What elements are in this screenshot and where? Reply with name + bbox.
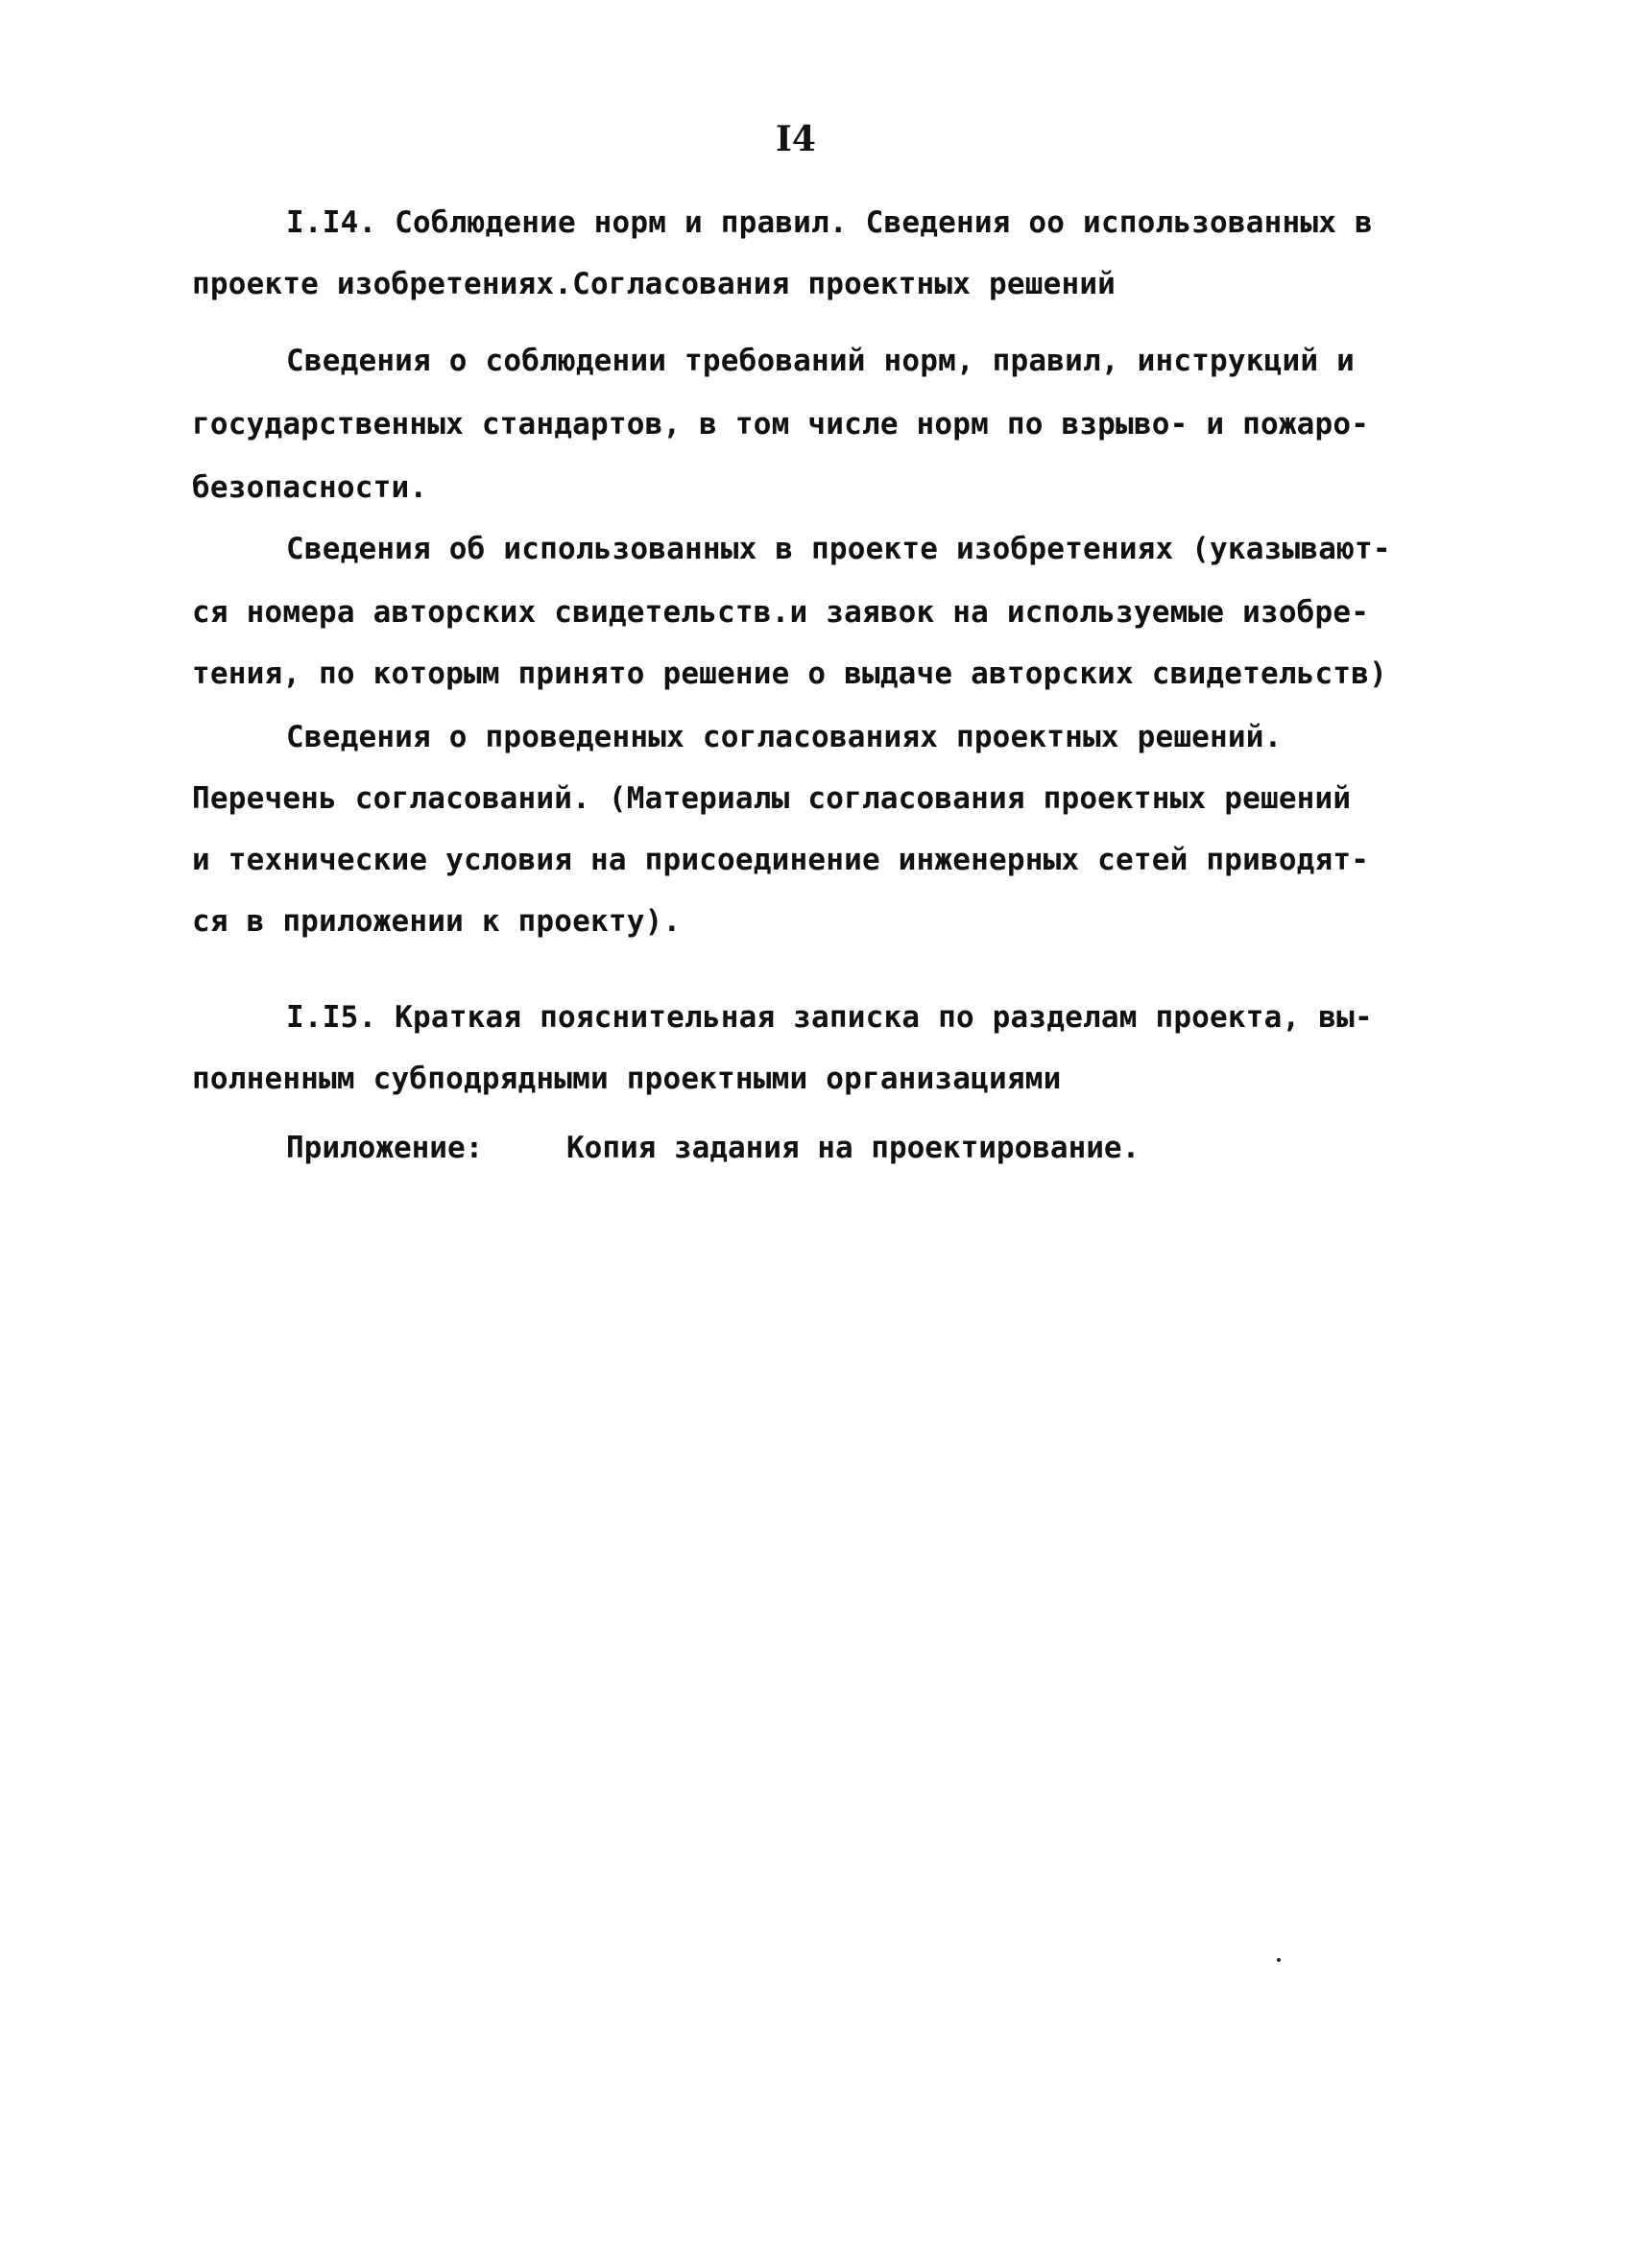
- para2-line-2: ся номера авторских свидетельств.и заявок на используемые изобре-: [192, 595, 1370, 630]
- appendix-text: Копия задания на проектирование.: [566, 1131, 1141, 1165]
- section-1-15-heading-line-2: полненным субподрядными проектными организациями: [192, 1062, 1062, 1096]
- page-number: I4: [776, 119, 816, 159]
- appendix-label: Приложение:: [286, 1131, 484, 1165]
- para3-line-2: Перечень согласований. (Материалы согласования проектных решений: [192, 781, 1352, 816]
- section-1-14-heading-line-2: проекте изобретениях.Согласования проектных решений: [192, 267, 1117, 301]
- section-1-15-heading-line-1: I.I5. Краткая пояснительная записка по разделам проекта, вы-: [286, 1000, 1373, 1035]
- section-1-14-heading-line-1: I.I4. Соблюдение норм и правил. Сведения оо использованных в: [286, 205, 1373, 240]
- para3-line-3: и технические условия на присоединение инженерных сетей приводят-: [192, 843, 1370, 877]
- para1-line-2: государственных стандартов, в том числе норм по взрыво- и пожаро-: [192, 407, 1370, 442]
- para3-line-4: ся в приложении к проекту).: [192, 904, 682, 939]
- para2-line-1: Сведения об использованных в проекте изобретениях (указывают-: [286, 532, 1391, 566]
- scan-speck: [1277, 1958, 1281, 1962]
- para1-line-3: безопасности.: [192, 470, 428, 505]
- para2-line-3: тения, по которым принято решение о выдаче авторских свидетельств): [192, 657, 1387, 691]
- para1-line-1: Сведения о соблюдении требований норм, правил, инструкций и: [286, 344, 1355, 378]
- para3-line-1: Сведения о проведенных согласованиях проектных решений.: [286, 720, 1283, 754]
